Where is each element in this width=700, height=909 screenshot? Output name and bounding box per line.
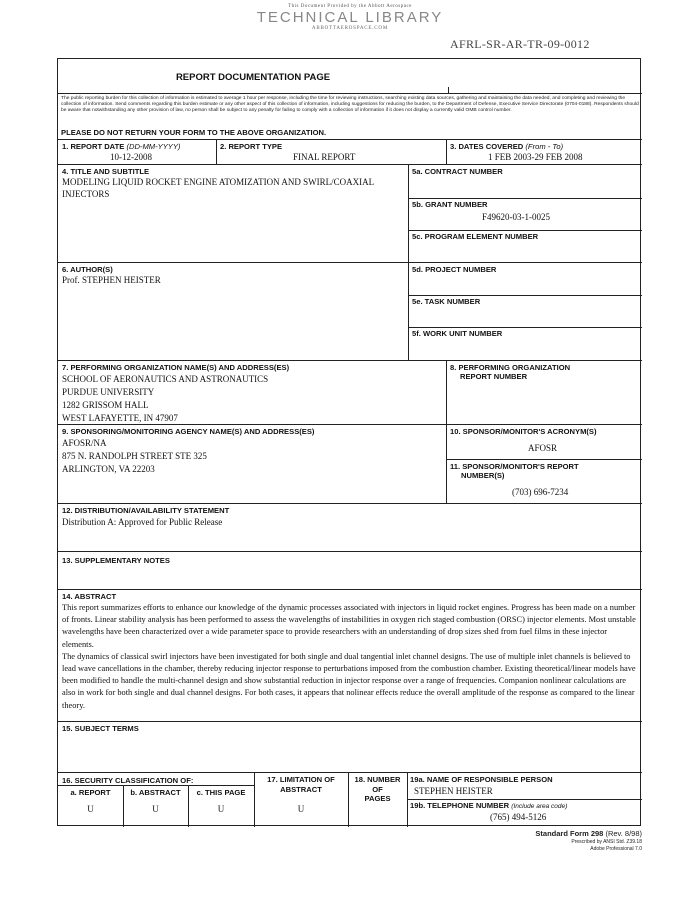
grant-number: F49620-03-1-0025 <box>482 212 550 222</box>
telephone-label: 19b. TELEPHONE NUMBER (Include area code) <box>410 801 568 810</box>
report-date: 10-12-2008 <box>110 152 152 162</box>
security-report-label: a. REPORT <box>70 788 111 797</box>
performing-org-line: SCHOOL OF AERONAUTICS AND ASTRONAUTICS <box>62 374 269 384</box>
title-line-2: INJECTORS <box>62 189 110 199</box>
sponsor-line: AFOSR/NA <box>62 438 107 448</box>
abstract-text <box>62 602 638 712</box>
provided-by-line: This Document Provided by the Abbott Aerospace <box>288 4 412 9</box>
telephone-number: (765) 494-5126 <box>490 812 547 822</box>
report-type-label: 2. REPORT TYPE <box>220 142 283 151</box>
title-line-1: MODELING LIQUID ROCKET ENGINE ATOMIZATION AND SWIRL/COAXIAL <box>62 177 375 187</box>
security-abstract-value: U <box>152 804 159 814</box>
author: Prof. STEPHEN HEISTER <box>62 275 161 285</box>
subject-terms-label: 15. SUBJECT TERMS <box>62 724 139 733</box>
performing-org-label: 7. PERFORMING ORGANIZATION NAME(S) AND ADDRESS(ES) <box>62 363 290 372</box>
program-element-label: 5c. PROGRAM ELEMENT NUMBER <box>412 232 539 241</box>
software-note: Adobe Professional 7.0 <box>590 846 642 852</box>
project-number-label: 5d. PROJECT NUMBER <box>412 265 497 274</box>
security-this-page-label: c. THIS PAGE <box>196 788 246 797</box>
monitor-report-number: (703) 696-7234 <box>512 487 569 497</box>
sponsor-acronym-label: 10. SPONSOR/MONITOR'S ACRONYM(S) <box>450 427 597 436</box>
performing-org-line: WEST LAFAYETTE, IN 47907 <box>62 413 178 423</box>
limitation-value: U <box>297 804 305 814</box>
abstract-paragraph-1: This report summarizes efforts to enhance our knowledge of the dynamic processes associated with injectors in liquid rocket engines. Progress has been made on a number of fronts. Linear stability analysis has been performed to assess the wavelengths of instabilities in oxygen rich staged combustion (ORSC) injector elements. Most unstable wavelengths have been characterized over a wide parameter space to provide researchers with an understanding of drop sizes shed from fuel films in these injector elements. <box>62 603 636 649</box>
limitation-label-2: ABSTRACT <box>280 785 322 794</box>
sponsor-line: 875 N. RANDOLPH STREET STE 325 <box>62 451 207 461</box>
report-type: FINAL REPORT <box>293 152 356 162</box>
library-title: TECHNICAL LIBRARY <box>256 9 444 26</box>
dates-covered: 1 FEB 2003-29 FEB 2008 <box>488 152 583 162</box>
report-documentation-form <box>57 58 641 826</box>
work-unit-number-label: 5f. WORK UNIT NUMBER <box>412 329 503 338</box>
abstract-paragraph-2: The dynamics of classical swirl injectors have been investigated for both single and dual tangential inlet channel designs. The use of multiple inlet channels is believed to lead wave cancellations in the chamber, thereby reducing injector response to perturbations imposed from the combustion chamber. Existing theoretical/linear models have been modified to handle the multi-channel design and show substantial reduction in injector response over a range of frequencies. Companion nonlinear calculations are also in work for both single and dual channel designs. For both cases, it appears that nolinear effects reduce the overall amplitude of the response as compared to the linear theory. <box>62 651 636 710</box>
security-this-page-value: U <box>217 804 225 814</box>
limitation-label: 17. LIMITATION OF <box>267 775 335 784</box>
author-label: 6. AUTHOR(S) <box>62 265 113 274</box>
task-number-label: 5e. TASK NUMBER <box>412 297 481 306</box>
performing-org-line: PURDUE UNIVERSITY <box>62 387 155 397</box>
security-report-value: U <box>87 804 94 814</box>
monitor-report-label: 11. SPONSOR/MONITOR'S REPORT <box>450 462 579 471</box>
standard-form-label: Standard Form 298 (Rev. 8/98) <box>535 829 642 838</box>
burden-statement: The public reporting burden for this collection of information is estimated to average 1 hour per response, including the time for reviewing instructions, searching existing data sources, gathering and maintaining the data needed, and completing and reviewing the collection of information. Send comments regarding this burden estimate or any other aspect of this collection of information, including suggestions for reducing the burden, to the Department of Defense, Executive Service Directorate (0704-0188). Respondents should be aware that notwithstanding any other provision of law, no person shall be subject to any penalty for failing to comply with a collection of information if it does not display a currently valid OMB control number. <box>61 96 639 113</box>
responsible-person-label: 19a. NAME OF RESPONSIBLE PERSON <box>410 775 553 784</box>
performing-report-label-2: REPORT NUMBER <box>460 372 528 381</box>
performing-report-label: 8. PERFORMING ORGANIZATION <box>450 363 571 372</box>
distribution-statement: Distribution A: Approved for Public Release <box>62 517 223 527</box>
title-label: 4. TITLE AND SUBTITLE <box>62 167 150 176</box>
supplementary-notes-label: 13. SUPPLEMENTARY NOTES <box>62 556 170 565</box>
dates-covered-label: 3. DATES COVERED (From - To) <box>450 142 564 151</box>
form-title: REPORT DOCUMENTATION PAGE <box>175 72 331 83</box>
security-abstract-label: b. ABSTRACT <box>130 788 181 797</box>
sponsor-acronym: AFOSR <box>528 443 558 453</box>
abstract-label: 14. ABSTRACT <box>62 592 117 601</box>
number-of-pages-label-2: OF <box>372 785 383 794</box>
performing-org-line: 1282 GRISSOM HALL <box>62 400 149 410</box>
distribution-label: 12. DISTRIBUTION/AVAILABILITY STATEMENT <box>62 506 230 515</box>
report-number-stamp: AFRL-SR-AR-TR-09-0012 <box>450 37 590 51</box>
number-of-pages-label: 18. NUMBER <box>354 775 401 784</box>
do-not-return-notice: PLEASE DO NOT RETURN YOUR FORM TO THE ABOVE ORGANIZATION. <box>61 128 327 137</box>
monitor-report-label-2: NUMBER(S) <box>461 471 505 480</box>
responsible-person: STEPHEN HEISTER <box>414 786 493 796</box>
library-website: ABBOTTAEROSPACE.COM <box>311 26 389 31</box>
number-of-pages-label-3: PAGES <box>364 794 391 803</box>
sponsor-line: ARLINGTON, VA 22203 <box>62 464 155 474</box>
grant-number-label: 5b. GRANT NUMBER <box>412 200 488 209</box>
contract-number-label: 5a. CONTRACT NUMBER <box>412 167 503 176</box>
report-date-label: 1. REPORT DATE (DD-MM-YYYY) <box>62 142 181 151</box>
prescribed-by: Prescribed by ANSI Std. Z39.18 <box>571 839 642 845</box>
sponsor-agency-label: 9. SPONSORING/MONITORING AGENCY NAME(S) AND ADDRESS(ES) <box>62 427 315 436</box>
security-classification-label: 16. SECURITY CLASSIFICATION OF: <box>62 776 194 785</box>
